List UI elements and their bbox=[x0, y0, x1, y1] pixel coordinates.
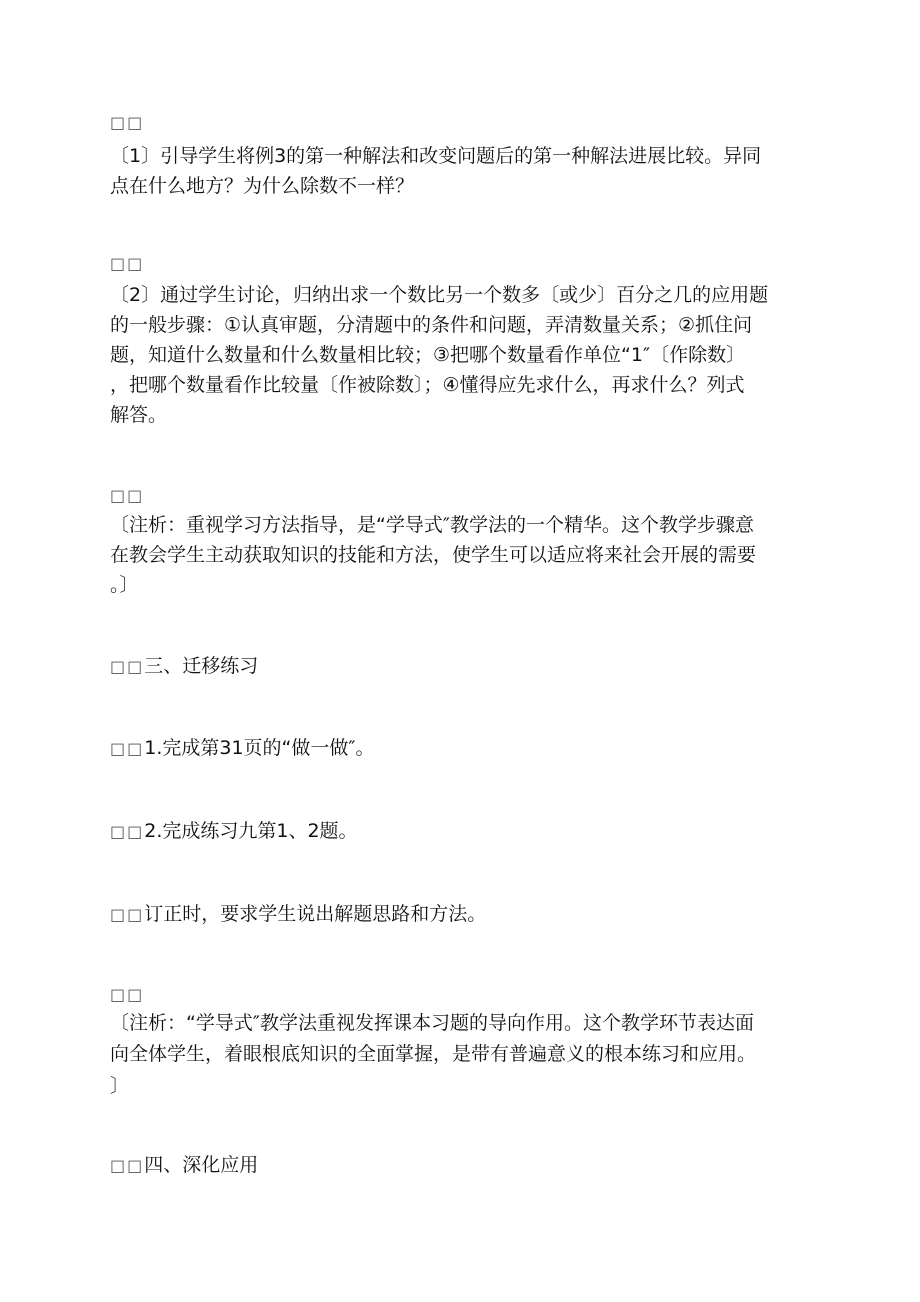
paragraph-marker: □□ bbox=[110, 985, 145, 1004]
paragraph-1-line-2: 点在什么地方？为什么除数不一样？ bbox=[110, 175, 415, 197]
paragraph-3-line-1: 〔注析：重视学习方法指导，是“学导式″教学法的一个精华。这个教学步骤意 bbox=[110, 514, 754, 536]
section-heading-3-text: 三、迁移练习 bbox=[144, 655, 259, 677]
paragraph-marker: □□ bbox=[110, 254, 145, 273]
paragraph-4-line-1: 〔注析：“学导式″教学法重视发挥课本习题的导向作用。这个教学环节表达面 bbox=[110, 1012, 754, 1034]
correction-line bbox=[110, 899, 810, 930]
paragraph-2-line-5: 解答。 bbox=[110, 404, 168, 426]
paragraph-2-line-4: ，把哪个数量看作比较量〔作被除数〕；④懂得应先求什么，再求什么？列式 bbox=[110, 374, 745, 396]
paragraph-1-line-1: 〔1〕引导学生将例3的第一种解法和改变问题后的第一种解法进展比较。异同 bbox=[110, 145, 762, 167]
paragraph-2-line-3: 题，知道什么数量和什么数量相比较；③把哪个数量看作单位“1″〔作除数〕 bbox=[110, 344, 746, 366]
paragraph-marker: □□ bbox=[110, 486, 145, 505]
paragraph-4-line-3: 〕 bbox=[110, 1075, 130, 1097]
exercise-item-1 bbox=[110, 733, 810, 764]
exercise-item-1-text: 1.完成第31页的“做一做″。 bbox=[144, 737, 375, 759]
paragraph-marker: □□ bbox=[110, 1156, 145, 1175]
paragraph-3-line-2: 在教会学生主动获取知识的技能和方法，使学生可以适应将来社会开展的需要 bbox=[110, 544, 757, 566]
exercise-item-2-text: 2.完成练习九第1、2题。 bbox=[144, 820, 358, 842]
section-heading-3 bbox=[110, 651, 810, 682]
paragraph-marker: □□ bbox=[110, 739, 145, 758]
paragraph-3-line-3: 。〕 bbox=[110, 574, 139, 596]
paragraph-2-line-2: 的一般步骤：①认真审题，分清题中的条件和问题，弄清数量关系；②抓住问 bbox=[110, 314, 753, 336]
correction-text: 订正时，要求学生说出解题思路和方法。 bbox=[144, 903, 487, 925]
section-heading-4-text: 四、深化应用 bbox=[144, 1154, 259, 1176]
section-heading-4 bbox=[110, 1150, 810, 1181]
paragraph-2-line-1: 〔2〕通过学生讨论，归纳出求一个数比另一个数多〔或少〕百分之几的应用题 bbox=[110, 284, 769, 306]
paragraph-marker: □□ bbox=[110, 113, 145, 132]
paragraph-marker: □□ bbox=[110, 822, 145, 841]
paragraph-marker: □□ bbox=[110, 905, 145, 924]
exercise-item-2 bbox=[110, 816, 810, 847]
paragraph-marker: □□ bbox=[110, 657, 145, 676]
paragraph-4-line-2: 向全体学生，着眼根底知识的全面掌握，是带有普遍意义的根本练习和应用。 bbox=[110, 1043, 757, 1065]
